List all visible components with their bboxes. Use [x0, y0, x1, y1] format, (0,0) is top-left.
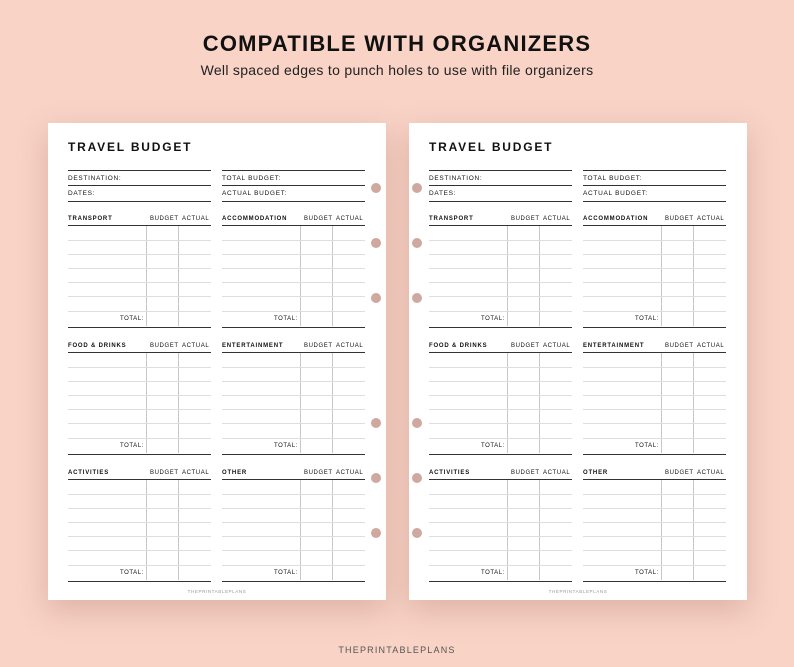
budget-column-label: BUDGET	[511, 343, 540, 349]
row-line	[222, 254, 365, 255]
total-label: TOTAL:	[480, 570, 505, 576]
row-line	[429, 268, 572, 269]
sheet-title: TRAVEL BUDGET	[68, 140, 193, 154]
budget-column-label: BUDGET	[150, 343, 179, 349]
row-line	[68, 381, 211, 382]
punch-hole-marker	[371, 238, 381, 248]
section-name: FOOD & DRINKS	[68, 343, 127, 349]
row-line	[429, 550, 572, 551]
footer-brand: THEPRINTABLEPLANS	[338, 645, 456, 655]
section-name: ACCOMMODATION	[222, 216, 288, 222]
section-name: ACCOMMODATION	[583, 216, 649, 222]
row-line	[68, 282, 211, 283]
section-total-row	[222, 312, 365, 328]
total-label: TOTAL:	[634, 316, 659, 322]
actual-column-label: ACTUAL	[182, 216, 210, 222]
section-grid	[583, 480, 726, 582]
budget-column-label: BUDGET	[665, 470, 694, 476]
actual-column-label: ACTUAL	[336, 343, 364, 349]
actual-column-label: ACTUAL	[336, 470, 364, 476]
row-line	[583, 254, 726, 255]
row-line	[68, 254, 211, 255]
budget-column-label: BUDGET	[304, 470, 333, 476]
budget-column-label: BUDGET	[304, 216, 333, 222]
section-grid	[583, 226, 726, 328]
row-line	[583, 282, 726, 283]
section-grid	[222, 480, 365, 582]
total-label: TOTAL:	[273, 443, 298, 449]
row-line	[429, 423, 572, 424]
section-total-row	[429, 439, 572, 455]
section-total-row	[429, 312, 572, 328]
total-label: TOTAL:	[119, 443, 144, 449]
budget-section-activities	[429, 469, 572, 582]
punch-hole-marker	[412, 183, 422, 193]
row-line	[429, 240, 572, 241]
row-line	[68, 423, 211, 424]
section-grid	[583, 353, 726, 455]
planner-sheet-right	[409, 123, 747, 600]
section-grid	[429, 226, 572, 328]
punch-hole-marker	[371, 183, 381, 193]
section-header	[68, 215, 211, 226]
punch-hole-marker	[371, 293, 381, 303]
actual-column-label: ACTUAL	[336, 216, 364, 222]
total-budget-field	[222, 170, 365, 186]
actual-column-label: ACTUAL	[697, 470, 725, 476]
budget-section-entertainment	[583, 342, 726, 455]
total-label: TOTAL:	[480, 443, 505, 449]
total-label: TOTAL:	[273, 570, 298, 576]
budget-column-label: BUDGET	[150, 470, 179, 476]
row-line	[222, 381, 365, 382]
row-line	[429, 367, 572, 368]
destination-field	[429, 170, 572, 186]
punch-hole-marker	[371, 418, 381, 428]
budget-section-food-drinks	[429, 342, 572, 455]
punch-hole-marker	[412, 528, 422, 538]
section-header	[222, 469, 365, 480]
section-header	[583, 215, 726, 226]
actual-column-label: ACTUAL	[697, 343, 725, 349]
section-grid	[222, 353, 365, 455]
total-label: TOTAL:	[634, 443, 659, 449]
row-line	[429, 381, 572, 382]
row-line	[583, 522, 726, 523]
row-line	[222, 367, 365, 368]
row-line	[583, 367, 726, 368]
row-line	[583, 268, 726, 269]
destination-field	[68, 170, 211, 186]
actual-column-label: ACTUAL	[182, 470, 210, 476]
sheet-brand: THEPRINTABLEPLANS	[548, 589, 608, 594]
actual-budget-label: ACTUAL BUDGET:	[222, 190, 288, 197]
total-label: TOTAL:	[634, 570, 659, 576]
actual-budget-field	[583, 186, 726, 202]
row-line	[429, 409, 572, 410]
section-total-row	[68, 439, 211, 455]
section-total-row	[583, 439, 726, 455]
section-name: ACTIVITIES	[429, 470, 471, 476]
row-line	[68, 508, 211, 509]
punch-hole-marker	[412, 418, 422, 428]
destination-label: DESTINATION:	[68, 174, 122, 182]
row-line	[68, 268, 211, 269]
total-budget-label: TOTAL BUDGET:	[583, 174, 643, 182]
section-total-row	[429, 566, 572, 582]
row-line	[429, 296, 572, 297]
budget-column-label: BUDGET	[150, 216, 179, 222]
row-line	[222, 282, 365, 283]
row-line	[429, 494, 572, 495]
row-line	[68, 395, 211, 396]
row-line	[68, 550, 211, 551]
section-name: OTHER	[583, 470, 608, 476]
section-name: ENTERTAINMENT	[583, 343, 645, 349]
punch-hole-marker	[412, 238, 422, 248]
section-grid	[68, 353, 211, 455]
row-line	[222, 522, 365, 523]
section-header	[222, 215, 365, 226]
row-line	[68, 522, 211, 523]
actual-column-label: ACTUAL	[697, 216, 725, 222]
row-line	[583, 494, 726, 495]
budget-column-label: BUDGET	[665, 343, 694, 349]
section-grid	[429, 353, 572, 455]
section-total-row	[68, 312, 211, 328]
sheet-title: TRAVEL BUDGET	[429, 140, 554, 154]
punch-hole-marker	[412, 473, 422, 483]
section-header	[68, 342, 211, 353]
section-total-row	[222, 439, 365, 455]
actual-budget-label: ACTUAL BUDGET:	[583, 190, 649, 197]
row-line	[68, 494, 211, 495]
budget-column-label: BUDGET	[304, 343, 333, 349]
punch-hole-marker	[371, 473, 381, 483]
row-line	[583, 536, 726, 537]
row-line	[222, 409, 365, 410]
actual-budget-field	[222, 186, 365, 202]
actual-column-label: ACTUAL	[543, 343, 571, 349]
section-name: FOOD & DRINKS	[429, 343, 488, 349]
budget-section-accommodation	[222, 215, 365, 328]
page-subheadline: Well spaced edges to punch holes to use with file organizers	[200, 62, 594, 78]
row-line	[68, 536, 211, 537]
row-line	[222, 550, 365, 551]
section-header	[583, 469, 726, 480]
budget-section-transport	[68, 215, 211, 328]
row-line	[222, 508, 365, 509]
row-line	[68, 296, 211, 297]
row-line	[429, 522, 572, 523]
section-name: TRANSPORT	[429, 216, 474, 222]
row-line	[68, 240, 211, 241]
row-line	[429, 536, 572, 537]
row-line	[222, 395, 365, 396]
row-line	[583, 423, 726, 424]
row-line	[429, 395, 572, 396]
row-line	[583, 508, 726, 509]
total-budget-field	[583, 170, 726, 186]
dates-field	[429, 186, 572, 202]
section-grid	[68, 480, 211, 582]
row-line	[583, 296, 726, 297]
row-line	[429, 508, 572, 509]
punch-hole-marker	[371, 528, 381, 538]
section-grid	[429, 480, 572, 582]
section-total-row	[222, 566, 365, 582]
budget-section-accommodation	[583, 215, 726, 328]
actual-column-label: ACTUAL	[543, 216, 571, 222]
row-line	[222, 423, 365, 424]
section-name: OTHER	[222, 470, 247, 476]
row-line	[68, 409, 211, 410]
section-header	[68, 469, 211, 480]
row-line	[222, 296, 365, 297]
section-header	[222, 342, 365, 353]
section-name: ACTIVITIES	[68, 470, 110, 476]
actual-column-label: ACTUAL	[543, 470, 571, 476]
total-label: TOTAL:	[119, 316, 144, 322]
budget-section-food-drinks	[68, 342, 211, 455]
section-header	[583, 342, 726, 353]
row-line	[583, 409, 726, 410]
destination-label: DESTINATION:	[429, 174, 483, 182]
row-line	[583, 550, 726, 551]
row-line	[429, 254, 572, 255]
planner-sheet-left	[48, 123, 386, 600]
budget-section-other	[583, 469, 726, 582]
row-line	[429, 282, 572, 283]
dates-field	[68, 186, 211, 202]
section-name: TRANSPORT	[68, 216, 113, 222]
punch-hole-marker	[412, 293, 422, 303]
budget-column-label: BUDGET	[511, 216, 540, 222]
section-header	[429, 469, 572, 480]
budget-section-activities	[68, 469, 211, 582]
section-header	[429, 215, 572, 226]
section-grid	[222, 226, 365, 328]
total-label: TOTAL:	[480, 316, 505, 322]
row-line	[222, 240, 365, 241]
row-line	[583, 381, 726, 382]
row-line	[583, 395, 726, 396]
section-total-row	[583, 312, 726, 328]
section-name: ENTERTAINMENT	[222, 343, 284, 349]
sheet-brand: THEPRINTABLEPLANS	[187, 589, 247, 594]
budget-section-transport	[429, 215, 572, 328]
section-grid	[68, 226, 211, 328]
total-budget-label: TOTAL BUDGET:	[222, 174, 282, 182]
page-headline: COMPATIBLE WITH ORGANIZERS	[202, 31, 592, 56]
row-line	[222, 268, 365, 269]
row-line	[222, 494, 365, 495]
section-header	[429, 342, 572, 353]
section-total-row	[583, 566, 726, 582]
budget-section-entertainment	[222, 342, 365, 455]
dates-label: DATES:	[68, 190, 96, 197]
row-line	[222, 536, 365, 537]
dates-label: DATES:	[429, 190, 457, 197]
budget-section-other	[222, 469, 365, 582]
row-line	[583, 240, 726, 241]
budget-column-label: BUDGET	[511, 470, 540, 476]
total-label: TOTAL:	[273, 316, 298, 322]
actual-column-label: ACTUAL	[182, 343, 210, 349]
budget-column-label: BUDGET	[665, 216, 694, 222]
section-total-row	[68, 566, 211, 582]
total-label: TOTAL:	[119, 570, 144, 576]
row-line	[68, 367, 211, 368]
